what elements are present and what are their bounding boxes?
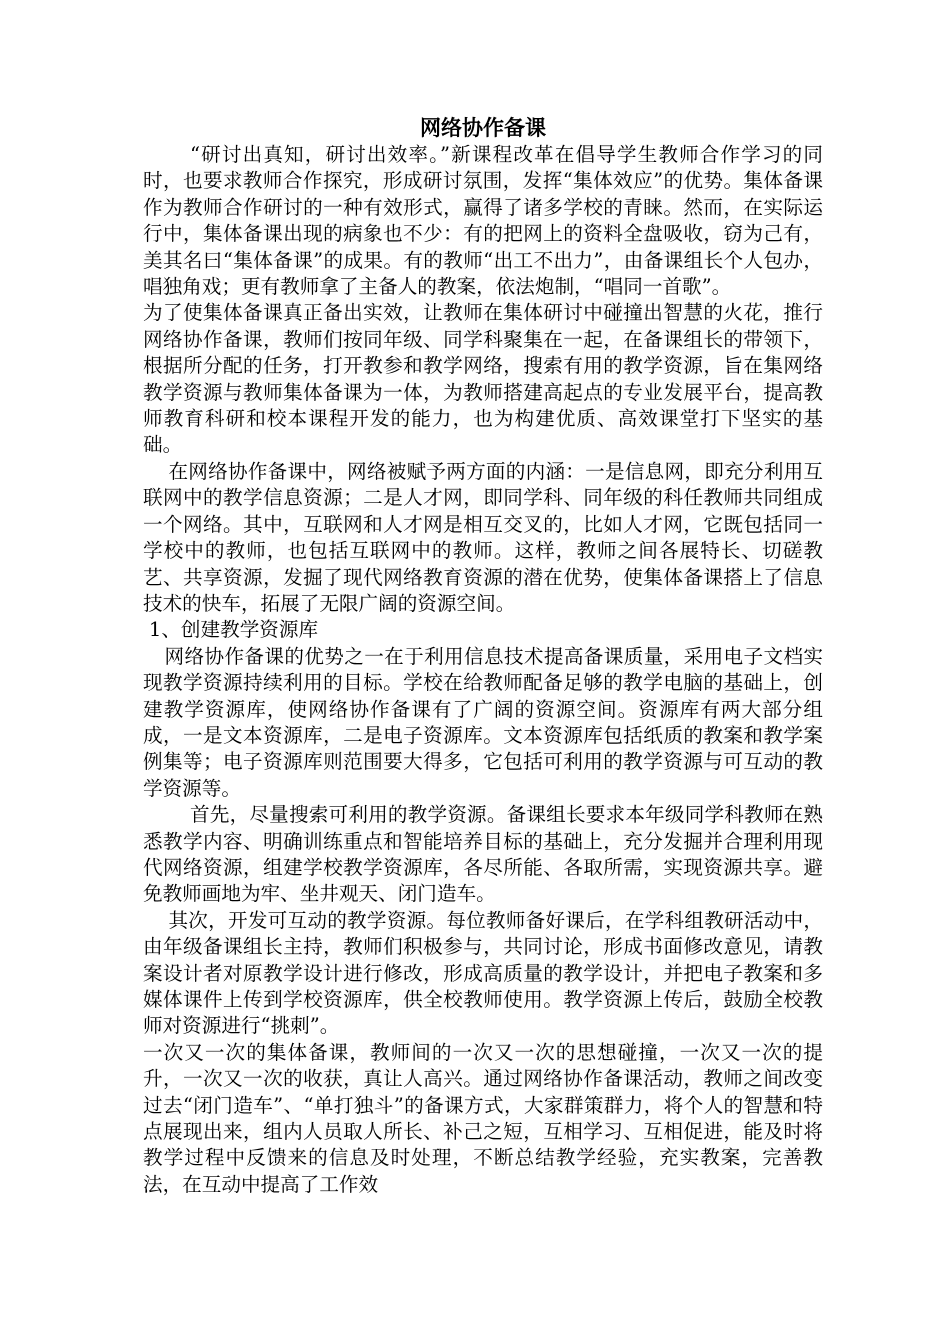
document-title: 网络协作备课 bbox=[420, 115, 546, 140]
paragraph-intro: “研讨出真知，研讨出效率。”新课程改革在倡导学生教师合作学习的同时，也要求教师合作探究，形成研讨氛围，发挥“集体效应”的优势。集体备课作为教师合作研讨的一种有效形式，赢得了诸多学校的青睐。然而，在实际运行中，集体备课出现的病象也不少：有的把网上的资料全盘吸收，窃为己有，美其名曰“集体备课”的成果。有的教师“出工不出力”，由备课组长个人包办，唱独角戏；更有教师拿了主备人的教案，依法炮制，“唱同一首歌”。 bbox=[143, 143, 823, 299]
section-heading-resource-library: 1、创建教学资源库 bbox=[148, 618, 319, 642]
paragraph-second: 其次，开发可互动的教学资源。每位教师备好课后，在学科组教研活动中，由年级备课组长主持，教师们积极参与，共同讨论，形成书面修改意见，请教案设计者对原教学设计进行修改，形成高质量的教学设计，并把电子教案和多媒体课件上传到学校资源库，供全校教师使用。教学资源上传后，鼓励全校教师对资源进行“挑刺”。 bbox=[143, 908, 823, 1038]
paragraph-first: 首先，尽量搜索可利用的教学资源。备课组长要求本年级同学科教师在熟悉教学内容、明确训练重点和智能培养目标的基础上，充分发掘并合理利用现代网络资源，组建学校教学资源库，各尽所能、各取所需，实现资源共享。避免教师画地为牢、坐井观天、闭门造车。 bbox=[143, 803, 823, 906]
paragraph-purpose: 为了使集体备课真正备出实效，让教师在集体研讨中碰撞出智慧的火花，推行网络协作备课，教师们按同年级、同学科聚集在一起，在备课组长的带领下，根据所分配的任务，打开教参和教学网络，搜索有用的教学资源，旨在集网络教学资源与教师集体备课为一体，为教师搭建高起点的专业发展平台，提高教师教育科研和校本课程开发的能力，也为构建优质、高效课堂打下坚实的基础。 bbox=[143, 301, 823, 457]
paragraph-network-meaning: 在网络协作备课中，网络被赋予两方面的内涵：一是信息网，即充分利用互联网中的教学信息资源；二是人才网，即同学科、同年级的科任教师共同组成一个网络。其中，互联网和人才网是相互交叉的，比如人才网，它既包括同一学校中的教师，也包括互联网中的教师。这样，教师之间各展特长、切磋教艺、共享资源，发掘了现代网络教育资源的潜在优势，使集体备课搭上了信息技术的快车，拓展了无限广阔的资源空间。 bbox=[143, 459, 823, 615]
paragraph-conclusion: 一次又一次的集体备课，教师间的一次又一次的思想碰撞，一次又一次的提升，一次又一次的收获，真让人高兴。通过网络协作备课活动，教师之间改变过去“闭门造车”、“单打独斗”的备课方式，大家群策群力，将个人的智慧和特点展现出来，组内人员取人所长、补己之短，互相学习、互相促进，能及时将教学过程中反馈来的信息及时处理，不断总结教学经验，充实教案，完善教法，在互动中提高了工作效 bbox=[143, 1040, 823, 1196]
document-page bbox=[143, 112, 823, 1198]
paragraph-resource-library: 网络协作备课的优势之一在于利用信息技术提高备课质量，采用电子文档实现教学资源持续利用的目标。学校在给教师配备足够的教学电脑的基础上，创建教学资源库，使网络协作备课有了广阔的资源空间。资源库有两大部分组成，一是文本资源库，二是电子资源库。文本资源库包括纸质的教案和教学案例集等；电子资源库则范围要大得多，它包括可利用的教学资源与可互动的教学资源等。 bbox=[143, 644, 823, 800]
